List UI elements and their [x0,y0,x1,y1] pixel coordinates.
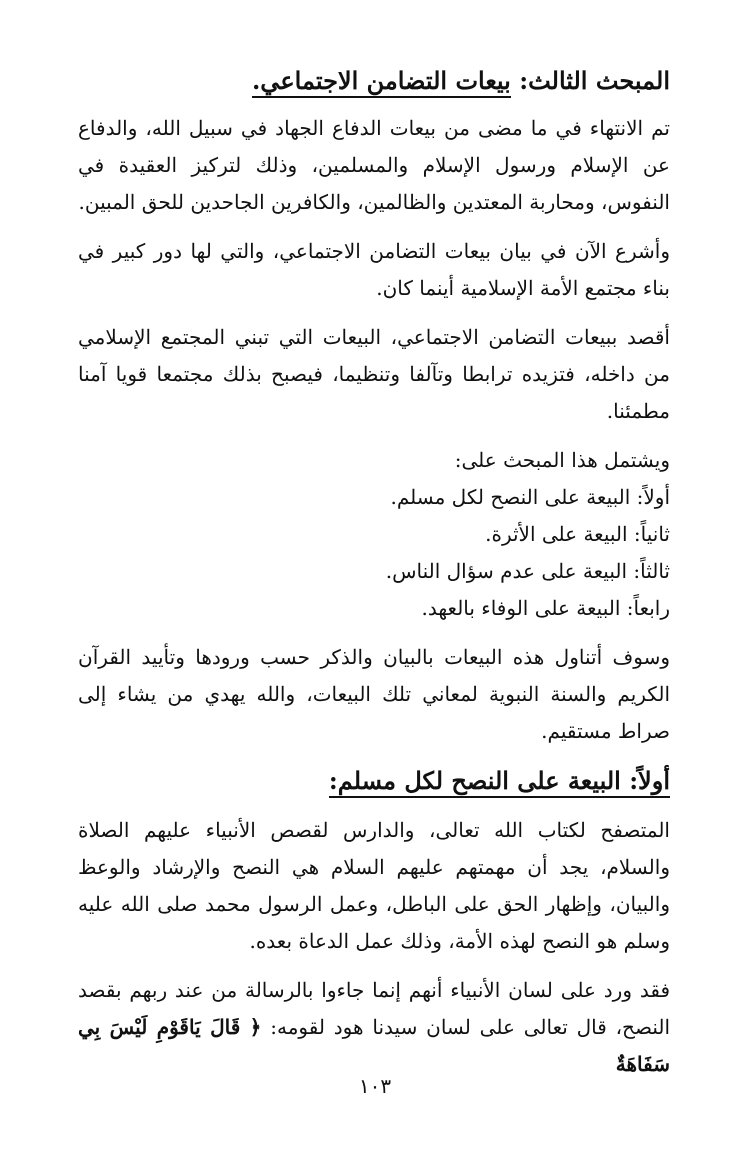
paragraph-4: وسوف أتناول هذه البيعات بالبيان والذكر حسب ورودها وتأييد القرآن الكريم والسنة النبوية لمعاني تلك البيعات، والله يهدي من يشاء إلى صراط مستقيم. [78,645,671,743]
list-item: ثالثاً: البيعة على عدم سؤال الناس. [385,559,670,583]
paragraph-6-text: فقد ورد على لسان الأنبياء أنهم إنما جاءوا بالرسالة من عند ربهم بقصد النصح، قال تعالى على لسان سيدنا هود لقومه: [78,978,671,1039]
paragraph-5: المتصفح لكتاب الله تعالى، والدارس لقصص الأنبياء عليهم الصلاة والسلام، يجد أن مهمتهم عليهم السلام هي النصح والإرشاد والوعظ والبيان، وإظهار الحق على الباطل، وعمل الرسول محمد صلى الله عليه وسلم هو النصح لهذه الأمة، وذلك عمل الدعاة بعده. [78,818,670,953]
page-number: ١٠٣ [358,1074,392,1098]
section-label: المبحث الثالث: [519,66,670,95]
paragraph-1: تم الانتهاء في ما مضى من بيعات الدفاع الجهاد في سبيل الله، والدفاع عن الإسلام ورسول الإسلام والمسلمين، وذلك لتركيز العقيدة في النفوس، ومحاربة المعتدين والظالمين، والكافرين الجاحدين للحق المبين. [78,116,670,214]
list-item: ثانياً: البيعة على الأثرة. [485,522,670,546]
topics-list [78,479,670,627]
quran-quote: ﴿ قَالَ يَاقَوْمِ لَيْسَ بِي سَفَاهَةٌ [78,1015,670,1076]
section-heading [78,62,670,100]
subsection-heading [78,762,670,800]
list-item: أولاً: البيعة على النصح لكل مسلم. [390,485,670,509]
list-intro: ويشتمل هذا المبحث على: [454,448,670,472]
subsection-title: أولاً: البيعة على النصح لكل مسلم: [329,766,670,798]
list-item: رابعاً: البيعة على الوفاء بالعهد. [421,596,670,620]
paragraph-6 [78,972,670,1083]
paragraph-2: وأشرع الآن في بيان بيعات التضامن الاجتماعي، والتي لها دور كبير في بناء مجتمع الأمة الإسلامية أينما كان. [78,239,670,300]
paragraph-3: أقصد ببيعات التضامن الاجتماعي، البيعات التي تبني المجتمع الإسلامي من داخله، فتزيده ترابطا وتآلفا وتنظيما، فيصبح بذلك مجتمعا قويا آمنا مطمئنا. [78,325,670,423]
section-title: بيعات التضامن الاجتماعي. [252,66,511,98]
